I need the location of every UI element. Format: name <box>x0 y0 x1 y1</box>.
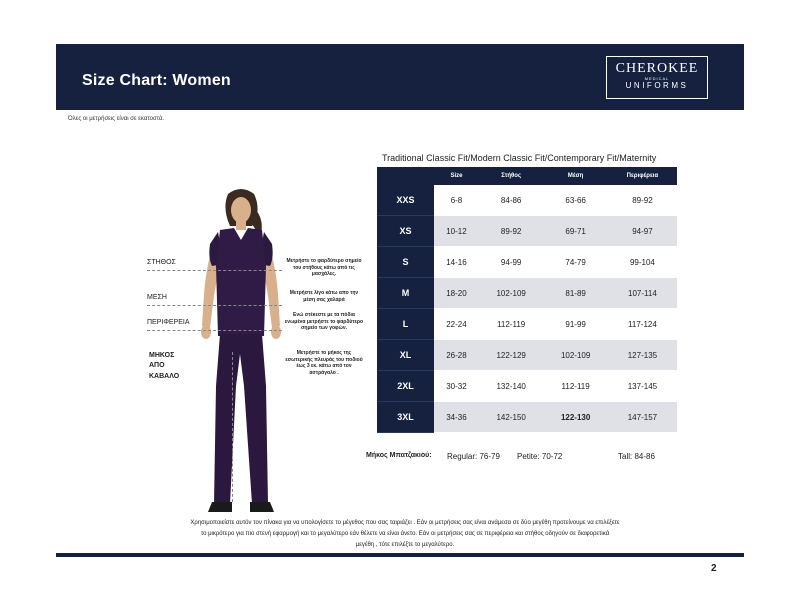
footnote-line: Χρησιμοποιείστε αυτόν τον πίνακα για να υπολογίσετε το μέγεθος που σας ταιριάζει . Εάν οι μετρήσεις σας είναι ανάμεσα σε δύο μεγέθη προτείνουμε να επιλέξετε <box>190 520 620 526</box>
chest-value: 102-109 <box>479 278 543 309</box>
hips-value: 117-124 <box>608 309 677 340</box>
waist-value: 112-119 <box>543 371 607 402</box>
footnote-line: το μικρότερο για πιο στενή εφαρμογή και το μεγαλύτερο εάν θέλετε να είναι άνετο. Εάν οι μετρήσεις σας σε περιφέρεια και στήθος οδηγούν σε διαφορετικά <box>200 531 610 537</box>
table-header-row <box>377 167 677 185</box>
hips-value: 137-145 <box>608 371 677 402</box>
page-title: Size Chart: Women <box>82 72 231 89</box>
hips-line <box>147 330 282 331</box>
size-value: 22-24 <box>434 309 479 340</box>
table-title: Traditional Classic Fit/Modern Classic Fit/Contemporary Fit/Maternity <box>382 153 657 163</box>
bottom-bar <box>56 553 744 557</box>
inseam-tall: Tall: 84-86 <box>618 452 655 461</box>
waist-line <box>147 305 282 306</box>
label-chest: ΣΤΗΘΟΣ <box>147 259 176 266</box>
size-label: M <box>377 278 434 309</box>
table-row <box>377 340 677 371</box>
chest-value: 122-129 <box>479 340 543 371</box>
size-value: 26-28 <box>434 340 479 371</box>
waist-value: 81-89 <box>543 278 607 309</box>
inseam-regular: Regular: 76-79 <box>447 452 500 461</box>
chest-line <box>147 270 282 271</box>
size-value: 6-8 <box>434 185 479 216</box>
chest-value: 142-150 <box>479 402 543 433</box>
table-row <box>377 278 677 309</box>
inseam-label: Μήκος Μπατζακιού: <box>366 452 432 459</box>
chest-value: 112-119 <box>479 309 543 340</box>
table-row <box>377 185 677 216</box>
size-label: XL <box>377 340 434 371</box>
inseam-line <box>232 352 233 502</box>
header-hips: Περιφέρεια <box>608 167 677 185</box>
chest-value: 89-92 <box>479 216 543 247</box>
table-row <box>377 309 677 340</box>
waist-value: 63-66 <box>543 185 607 216</box>
chest-value: 84-86 <box>479 185 543 216</box>
label-hips: ΠΕΡΙΦΕΡΕΙΑ <box>147 319 190 326</box>
waist-value: 74-79 <box>543 247 607 278</box>
size-label: 3XL <box>377 402 434 433</box>
label-inseam-2: ΑΠΟ <box>149 362 165 369</box>
waist-value: 122-130 <box>543 402 607 433</box>
model-figure <box>182 186 300 516</box>
table-row <box>377 216 677 247</box>
header-chest: Στήθος <box>479 167 543 185</box>
size-label: 2XL <box>377 371 434 402</box>
instruction-chest: Μετρήστε το φαρδύτερο σημείο του στήθους κάτω από τις μασχάλες. <box>286 258 362 277</box>
waist-value: 91-99 <box>543 309 607 340</box>
size-value: 18-20 <box>434 278 479 309</box>
size-value: 10-12 <box>434 216 479 247</box>
waist-value: 69-71 <box>543 216 607 247</box>
header-blank <box>377 167 434 185</box>
label-inseam-1: ΜΗΚΟΣ <box>149 352 175 359</box>
hips-value: 89-92 <box>608 185 677 216</box>
header-band <box>56 44 744 110</box>
header-waist: Μέση <box>543 167 607 185</box>
label-inseam-3: ΚΑΒΑΛΟ <box>149 373 180 380</box>
inseam-petite: Petite: 70-72 <box>517 452 563 461</box>
instruction-inseam: Μετρήστε το μήκος της εσωτερικής πλευράς του ποδιού έως 3 εκ. κάτω από τον αστράγαλο . <box>285 350 363 376</box>
table-row <box>377 371 677 402</box>
footnote-line: μεγέθη , τότε επιλέξτε το μεγαλύτερο. <box>355 542 455 548</box>
size-value: 14-16 <box>434 247 479 278</box>
size-label: XS <box>377 216 434 247</box>
footnote <box>160 518 650 551</box>
hips-value: 127-135 <box>608 340 677 371</box>
page-number: 2 <box>711 563 717 574</box>
logo-brand: CHEROKEE <box>615 61 699 76</box>
hips-value: 147-157 <box>608 402 677 433</box>
waist-value: 102-109 <box>543 340 607 371</box>
hips-value: 107-114 <box>608 278 677 309</box>
chest-value: 94-99 <box>479 247 543 278</box>
size-label: XXS <box>377 185 434 216</box>
size-value: 34-36 <box>434 402 479 433</box>
header-size: Size <box>434 167 479 185</box>
instruction-waist: Μετρήστε λίγο κάτω απο την μέση σας χαλαρά <box>289 290 359 303</box>
logo-uniforms: UNIFORMS <box>625 81 689 90</box>
size-label: L <box>377 309 434 340</box>
label-waist: ΜΕΣΗ <box>147 294 167 301</box>
size-table <box>377 167 677 433</box>
table-row <box>377 402 677 433</box>
size-value: 30-32 <box>434 371 479 402</box>
logo-sub: MEDICAL <box>644 76 670 81</box>
instruction-hips: Ενώ στέκεστε με τα πόδια ενωμένα μετρήστε το φαρδύτερο σημείο των γοφών. <box>284 312 364 331</box>
hips-value: 94-97 <box>608 216 677 247</box>
size-label: S <box>377 247 434 278</box>
cherokee-logo <box>606 56 708 99</box>
table-row <box>377 247 677 278</box>
chest-value: 132-140 <box>479 371 543 402</box>
units-note: Όλες οι μετρήσεις είναι σε εκατοστά. <box>68 116 165 122</box>
hips-value: 99-104 <box>608 247 677 278</box>
